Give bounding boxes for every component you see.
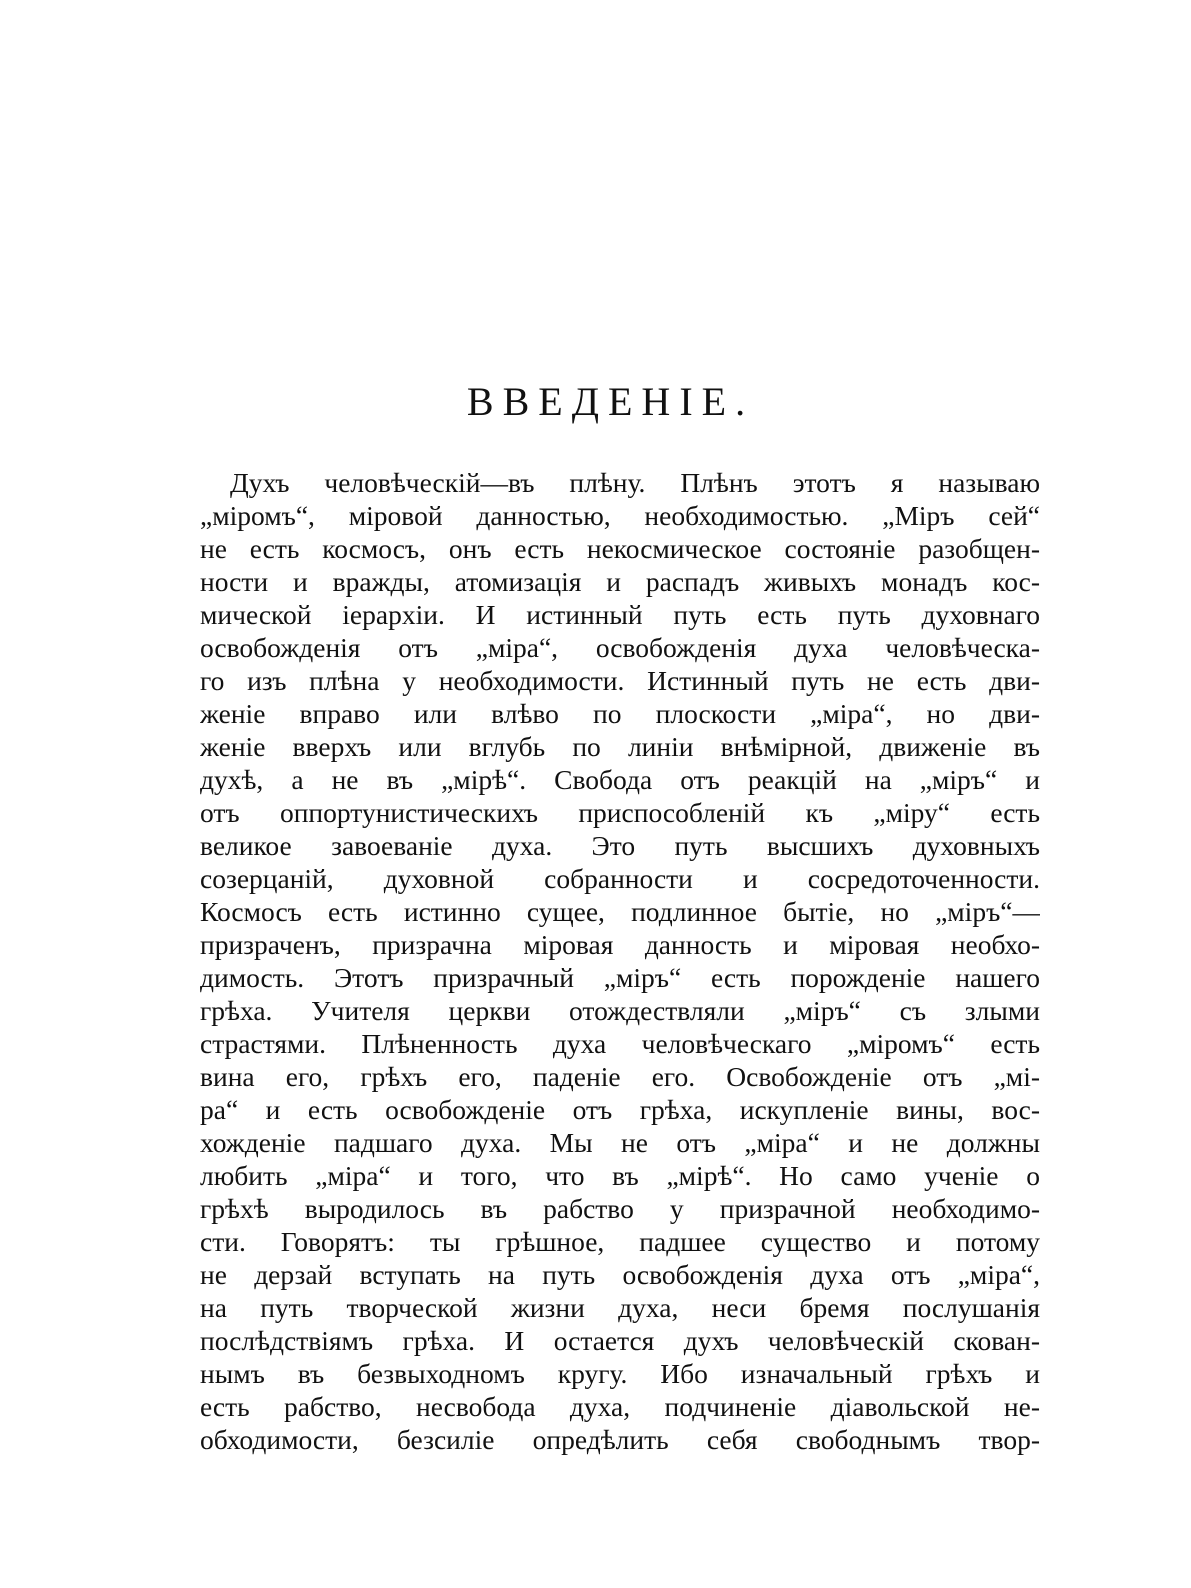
text-line: созерцаній, духовной собранности и сосредоточенности. bbox=[200, 863, 1040, 894]
text-line: страстями. Плѣненность духа человѣческаго „міромъ“ есть bbox=[200, 1028, 1040, 1059]
text-line: великое завоеваніе духа. Это путь высшихъ духовныхъ bbox=[200, 830, 1040, 861]
text-line: „міромъ“, міровой данностью, необходимостью. „Міръ сей“ bbox=[200, 500, 1040, 531]
text-line: женіе вверхъ или вглубь по линіи внѣмірной, движеніе въ bbox=[200, 731, 1040, 762]
text-line: отъ оппортунистическихъ приспособленій къ „міру“ есть bbox=[200, 797, 1040, 828]
text-line: грѣха. Учителя церкви отождествляли „міръ“ съ злыми bbox=[200, 995, 1040, 1026]
text-line: вина его, грѣхъ его, паденіе его. Освобожденіе отъ „мі- bbox=[200, 1061, 1040, 1092]
text-line: ра“ и есть освобожденіе отъ грѣха, искупленіе вины, вос- bbox=[200, 1094, 1040, 1125]
text-line: Космосъ есть истинно сущее, подлинное бытіе, но „міръ“— bbox=[200, 896, 1040, 927]
text-line: го изъ плѣна у необходимости. Истинный путь не есть дви- bbox=[200, 665, 1040, 696]
text-line: послѣдствіямъ грѣха. И остается духъ человѣческій скован- bbox=[200, 1325, 1040, 1356]
text-line: на путь творческой жизни духа, неси бремя послушанія bbox=[200, 1292, 1040, 1323]
text-line: женіе вправо или влѣво по плоскости „міра“, но дви- bbox=[200, 698, 1040, 729]
text-line: любить „міра“ и того, что въ „мірѣ“. Но само ученіе о bbox=[200, 1160, 1040, 1191]
text-line: не дерзай вступать на путь освобожденія духа отъ „міра“, bbox=[200, 1259, 1040, 1290]
text-line: нымъ въ безвыходномъ кругу. Ибо изначальный грѣхъ и bbox=[200, 1358, 1040, 1389]
text-line: димость. Этотъ призрачный „міръ“ есть порожденіе нашего bbox=[200, 962, 1040, 993]
text-line: обходимости, безсиліе опредѣлить себя свободнымъ твор- bbox=[200, 1424, 1040, 1455]
body-text bbox=[200, 466, 1040, 1456]
text-line: не есть космосъ, онъ есть некосмическое состояніе разобщен- bbox=[200, 533, 1040, 564]
text-line: освобожденія отъ „міра“, освобожденія духа человѣческа- bbox=[200, 632, 1040, 663]
chapter-heading: ВВЕДЕНІЕ. bbox=[466, 379, 755, 424]
text-line: сти. Говорятъ: ты грѣшное, падшее существо и потому bbox=[200, 1226, 1040, 1257]
text-line: Духъ человѣческій—въ плѣну. Плѣнъ этотъ я называю bbox=[230, 467, 1040, 498]
text-line: призраченъ, призрачна міровая данность и міровая необхо- bbox=[200, 929, 1040, 960]
text-line: есть рабство, несвобода духа, подчиненіе діавольской не- bbox=[200, 1391, 1040, 1422]
text-line: хожденіе падшаго духа. Мы не отъ „міра“ и не должны bbox=[200, 1127, 1040, 1158]
text-line: ности и вражды, атомизація и распадъ живыхъ монадъ кос- bbox=[200, 566, 1040, 597]
text-line: грѣхѣ выродилось въ рабство у призрачной необходимо- bbox=[200, 1193, 1040, 1224]
text-line: духѣ, а не въ „мірѣ“. Свобода отъ реакцій на „міръ“ и bbox=[200, 764, 1040, 795]
text-line: мической іерархіи. И истинный путь есть путь духовнаго bbox=[200, 599, 1040, 630]
